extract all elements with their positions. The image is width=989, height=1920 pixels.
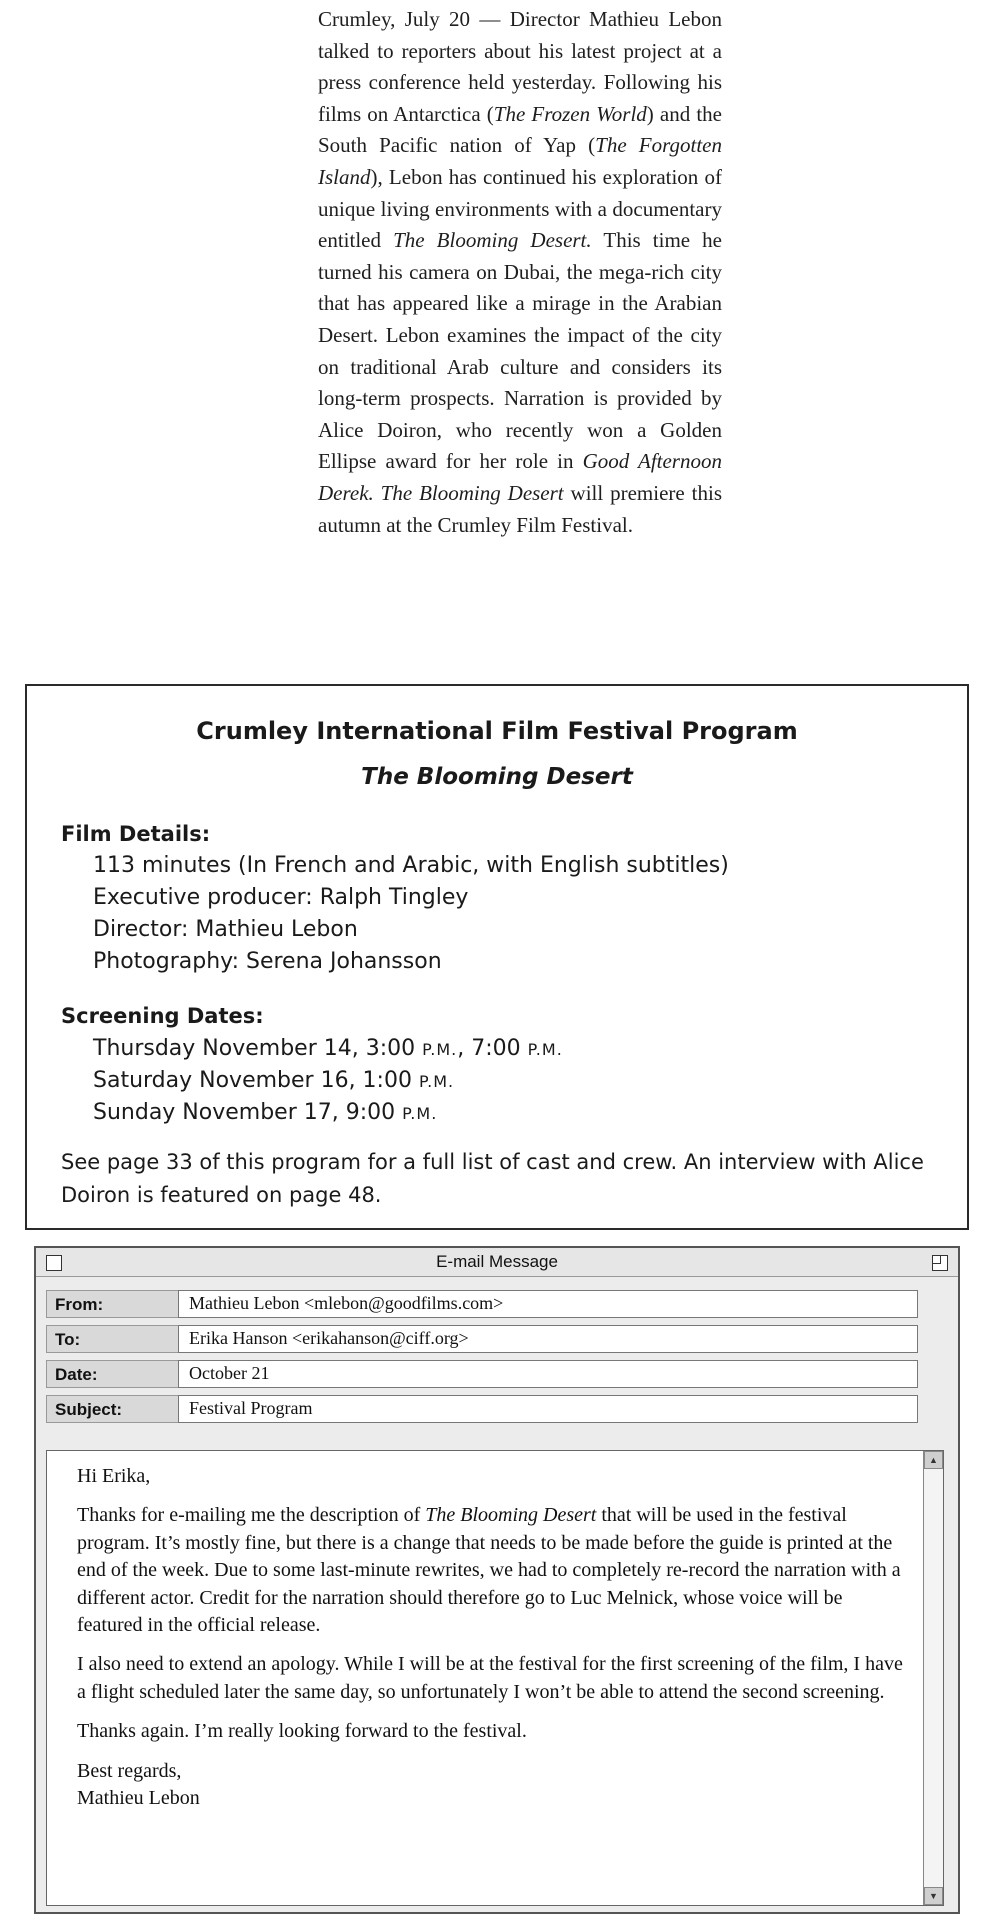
article-paragraph: Crumley, July 20 — Director Mathieu Lebon talked to reporters about his latest project at a press conference held yesterday. Following his films on Antarctica (The Frozen World) and the South Pacific nation of Yap (The Forgotten Island), Lebon has continued his exploration of unique living environments with a documentary entitled The Blooming Desert. This time he turned his camera on Dubai, the mega-rich city that has appeared like a mirage in the Arabian Desert. Lebon examines the impact of the city on traditional Arab culture and considers its long-term prospects. Narration is provided by Alice Doiron, who recently won a Golden Ellipse award for her role in Good Afternoon Derek. The Blooming Desert will premiere this autumn at the Crumley Film Festival. bbox=[318, 7, 723, 537]
email-paragraph: Thanks for e-mailing me the description of The Blooming Desert that will be used in the festival program. It’s mostly fine, but there is a change that needs to be made before the guide is printed at the end of the week. Due to some last-minute rewrites, we had to completely re-record the narration with a different actor. Credit for the narration should therefore go to Luc Melnick, whose voice will be featured in the official release. bbox=[77, 1504, 901, 1637]
screening-date: Saturday November 16, 1:00 P.M. bbox=[93, 1068, 455, 1093]
film-title: Good Afternoon Derek. The Blooming Desert bbox=[318, 449, 722, 505]
email-signature: Mathieu Lebon bbox=[77, 1787, 200, 1810]
window-title: E-mail Message bbox=[436, 1252, 558, 1271]
zoom-box-icon[interactable] bbox=[932, 1255, 948, 1271]
program-film-title: The Blooming Desert bbox=[361, 764, 633, 790]
festival-program-box bbox=[25, 684, 969, 1230]
detail-photography: Photography: Serena Johansson bbox=[93, 949, 442, 974]
email-closing: Best regards, bbox=[77, 1759, 182, 1782]
film-title: The Blooming Desert bbox=[425, 1504, 597, 1527]
vertical-scrollbar[interactable] bbox=[923, 1451, 943, 1905]
email-greeting: Hi Erika, bbox=[77, 1465, 151, 1487]
date-field[interactable]: October 21 bbox=[178, 1360, 918, 1388]
date-label: Date: bbox=[46, 1360, 196, 1388]
detail-producer: Executive producer: Ralph Tingley bbox=[93, 885, 469, 910]
email-body-pane[interactable] bbox=[46, 1450, 944, 1906]
window-titlebar[interactable] bbox=[36, 1248, 958, 1277]
subject-field[interactable]: Festival Program bbox=[178, 1395, 918, 1423]
screening-date: Sunday November 17, 9:00 P.M. bbox=[93, 1100, 438, 1125]
email-paragraph: Thanks again. I’m really looking forward to the festival. bbox=[77, 1720, 527, 1743]
from-label: From: bbox=[46, 1290, 196, 1318]
email-body bbox=[77, 1463, 907, 1812]
program-note: See page 33 of this program for a full list of cast and crew. An interview with Alice Doiron is featured on page 48. bbox=[61, 1150, 924, 1207]
email-paragraph: I also need to extend an apology. While I will be at the festival for the first screening of the film, I have a flight scheduled later the same day, so unfortunately I won’t be able to attend the second screening. bbox=[77, 1653, 903, 1703]
screening-date: Thursday November 14, 3:00 P.M., 7:00 P.M. bbox=[93, 1036, 563, 1061]
detail-director: Director: Mathieu Lebon bbox=[93, 917, 358, 942]
email-window bbox=[34, 1246, 960, 1914]
subject-label: Subject: bbox=[46, 1395, 196, 1423]
to-field[interactable]: Erika Hanson <erikahanson@ciff.org> bbox=[178, 1325, 918, 1353]
program-title: Crumley International Film Festival Program bbox=[196, 717, 798, 745]
film-title: The Frozen World bbox=[493, 101, 647, 126]
film-title: The Forgotten Island bbox=[318, 133, 722, 189]
screening-dates-heading: Screening Dates: bbox=[61, 1004, 264, 1028]
film-details-heading: Film Details: bbox=[61, 822, 211, 846]
detail-runtime: 113 minutes (In French and Arabic, with English subtitles) bbox=[93, 853, 729, 878]
film-title: The Blooming Desert. bbox=[393, 228, 592, 253]
scroll-up-icon[interactable]: ▲ bbox=[924, 1451, 943, 1469]
from-field[interactable]: Mathieu Lebon <mlebon@goodfilms.com> bbox=[178, 1290, 918, 1318]
to-label: To: bbox=[46, 1325, 196, 1353]
news-article bbox=[318, 4, 722, 541]
scroll-down-icon[interactable]: ▼ bbox=[924, 1887, 943, 1905]
